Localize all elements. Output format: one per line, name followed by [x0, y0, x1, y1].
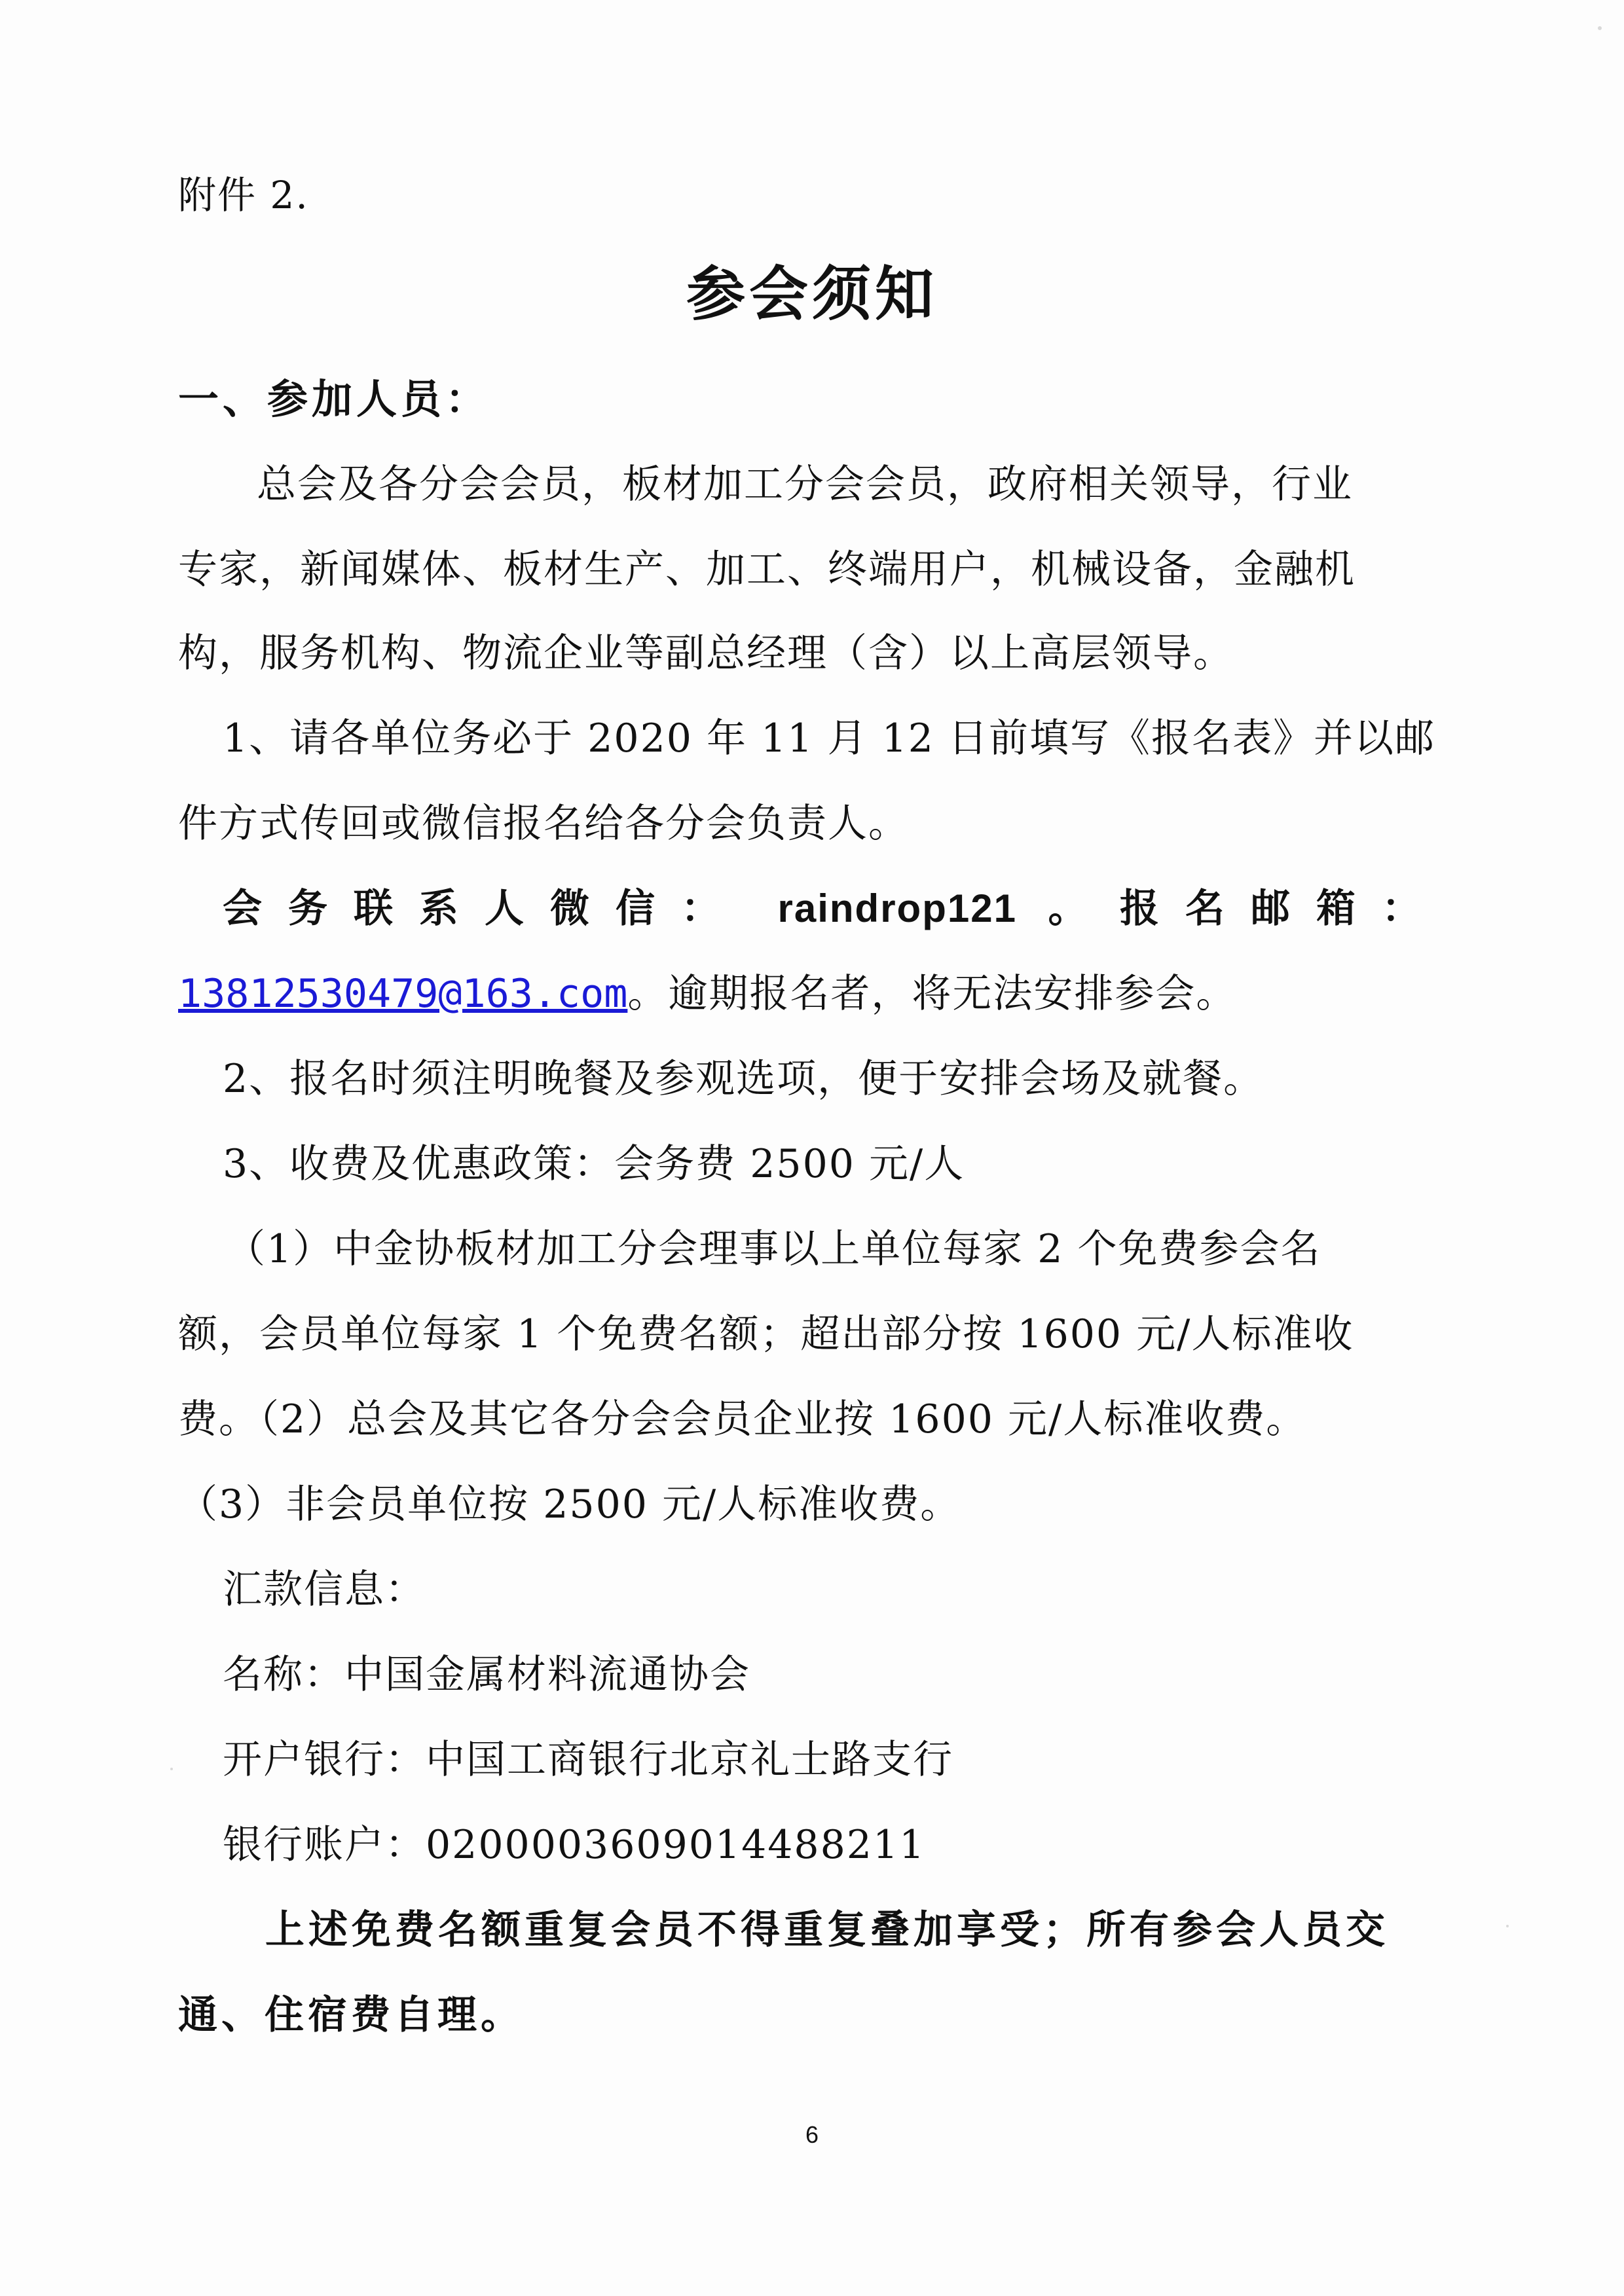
- wechat-id: raindrop121: [777, 886, 1017, 930]
- email-suffix: 。逾期报名者，将无法安排参会。: [627, 971, 1237, 1017]
- scan-speck: [1506, 1925, 1509, 1927]
- email-line: [178, 968, 1236, 1020]
- page-number: 6: [805, 2121, 819, 2148]
- policy-line-1: （1）中金协板材加工分会理事以上单位每家 2 个免费参会名: [226, 1226, 1321, 1272]
- participants-line-3: 构，服务机构、物流企业等副总经理（含）以上高层领导。: [178, 630, 1234, 676]
- contact-separator: 。: [1048, 886, 1089, 932]
- email-label: 报名邮箱：: [1120, 886, 1447, 932]
- section-heading-participants: 一、参加人员：: [178, 375, 490, 423]
- note-line-1: 上述免费名额重复会员不得重复叠加享受；所有参会人员交: [265, 1907, 1389, 1953]
- wechat-label: 会务联系人微信：: [223, 886, 747, 932]
- remit-heading: 汇款信息：: [223, 1567, 426, 1613]
- policy-line-4: （3）非会员单位按 2500 元/人标准收费。: [178, 1482, 961, 1527]
- scan-speck: [1598, 26, 1602, 30]
- contact-line: [223, 883, 1447, 935]
- scan-speck: [170, 1768, 173, 1770]
- item-1-line-2: 件方式传回或微信报名给各分会负责人。: [178, 801, 909, 847]
- participants-line-1: 总会及各分会会员，板材加工分会会员，政府相关领导，行业: [257, 462, 1353, 507]
- participants-line-2: 专家，新闻媒体、板材生产、加工、终端用户，机械设备，金融机: [178, 547, 1356, 592]
- item-1-line-1: 1、请各单位务必于 2020 年 11 月 12 日前填写《报名表》并以邮: [223, 716, 1435, 761]
- page-title: 参会须知: [686, 260, 938, 329]
- item-2: 2、报名时须注明晚餐及参观选项，便于安排会场及就餐。: [223, 1056, 1264, 1102]
- attachment-label: 附件 2.: [178, 173, 309, 217]
- email-link[interactable]: 13812530479@163.com: [178, 971, 628, 1017]
- remit-bank: 开户银行：中国工商银行北京礼士路支行: [223, 1737, 953, 1783]
- remit-name: 名称：中国金属材料流通协会: [223, 1652, 750, 1698]
- policy-line-3: 费。（2）总会及其它各分会会员企业按 1600 元/人标准收费。: [178, 1396, 1307, 1442]
- policy-line-2: 额，会员单位每家 1 个免费名额；超出部分按 1600 元/人标准收: [178, 1311, 1354, 1357]
- remit-account: 银行账户：0200003609014488211: [223, 1822, 926, 1868]
- note-line-2: 通、住宿费自理。: [178, 1992, 524, 2038]
- item-3: 3、收费及优惠政策：会务费 2500 元/人: [223, 1141, 965, 1187]
